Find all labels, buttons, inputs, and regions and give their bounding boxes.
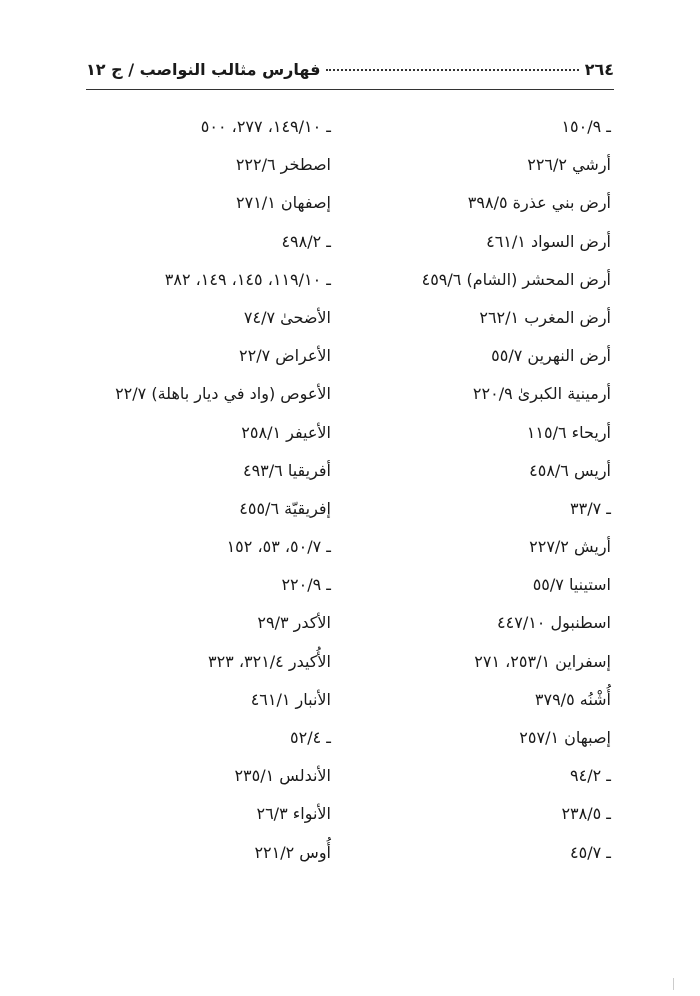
index-entry: إسفراين ٢٥٣/١، ٢٧١ <box>474 651 611 671</box>
index-entry: الأُكيدر ٣٢١/٤، ٣٢٣ <box>207 651 331 671</box>
index-entry: ـ ٢٢٠/٩ <box>281 575 331 595</box>
index-entry: ـ ٤٥/٧ <box>570 842 611 862</box>
index-entry: ـ ٤٩٨/٢ <box>281 231 331 251</box>
index-entry: أرض المحشر (الشام) ٤٥٩/٦ <box>421 269 611 289</box>
running-title: فهارس مثالب النواصب / ج ١٢ <box>86 60 321 79</box>
page-number: ٢٦٤ <box>584 60 614 79</box>
index-entry: أرض السواد ٤٦١/١ <box>486 231 611 251</box>
index-entry: ـ ٩٤/٢ <box>570 766 611 786</box>
scan-mark <box>673 978 678 990</box>
index-entry: ـ ١١٩/١٠، ١٤٥، ١٤٩، ٣٨٢ <box>164 269 331 289</box>
index-entry: اسطنبول ٤٤٧/١٠ <box>497 613 611 633</box>
index-entry: ـ ٢٣٨/٥ <box>561 804 611 824</box>
index-entry: أرشي ٢٢٦/٢ <box>527 155 611 175</box>
index-entry: أُوس ٢٢١/٢ <box>254 842 331 862</box>
index-entry: ـ ١٥٠/٩ <box>561 117 611 136</box>
index-entry: الأعيفر ٢٥٨/١ <box>241 422 331 442</box>
running-header <box>86 60 614 86</box>
index-entry: إصبهان ٢٥٧/١ <box>519 728 611 747</box>
index-entry: أريحاء ١١٥/٦ <box>526 422 611 442</box>
index-entry: الأكدر ٢٩/٣ <box>257 613 331 633</box>
index-entry: اصطخر ٢٢٢/٦ <box>235 155 331 175</box>
index-entry: الأضحىٰ ٧٤/٧ <box>243 307 331 327</box>
index-column-right <box>371 108 611 872</box>
index-entry: أرض النهرين ٥٥/٧ <box>491 346 611 366</box>
index-entry: الأنواء ٢٦/٣ <box>256 804 331 824</box>
index-entry: أريش ٢٢٧/٢ <box>529 537 611 557</box>
index-entry: الأعوص (واد في ديار باهلة) ٢٢/٧ <box>115 384 331 404</box>
index-entry: ـ ٥٠/٧، ٥٣، ١٥٢ <box>226 537 331 557</box>
index-entry: أرمينية الكبرىٰ ٢٢٠/٩ <box>472 384 611 404</box>
index-entry: الأندلس ٢٣٥/١ <box>234 766 331 786</box>
index-entry: إفريقيّة ٤٥٥/٦ <box>239 498 331 518</box>
index-entry: الأنبار ٤٦١/١ <box>250 689 331 709</box>
header-rule <box>86 89 614 90</box>
index-entry: أفريقيا ٤٩٣/٦ <box>242 460 331 480</box>
index-entry: الأعراض ٢٢/٧ <box>239 346 331 366</box>
index-entry: استينيا ٥٥/٧ <box>532 575 611 595</box>
index-entry: أرض المغرب ٢٦٢/١ <box>479 307 611 327</box>
index-entry: إصفهان ٢٧١/١ <box>236 193 331 213</box>
index-entry: أريس ٤٥٨/٦ <box>529 460 611 480</box>
index-entry: ـ ٣٣/٧ <box>570 498 611 518</box>
index-entry: أُشْنُه ٣٧٩/٥ <box>534 689 611 709</box>
index-column-left <box>71 108 331 872</box>
index-entry: ـ ٥٢/٤ <box>290 728 331 747</box>
index-entry: ـ ١٤٩/١٠، ٢٧٧، ٥٠٠ <box>200 117 331 136</box>
index-entry: أرض بني عذرة ٣٩٨/٥ <box>467 193 611 213</box>
leader-dots <box>326 69 578 71</box>
